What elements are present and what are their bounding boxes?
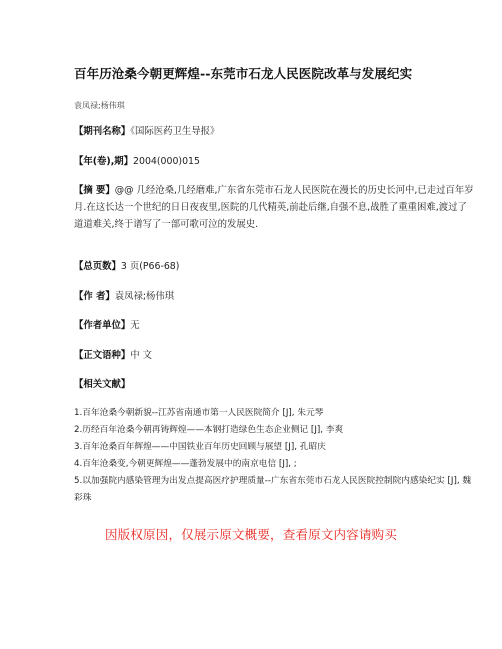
related-item[interactable]: 3.百年沧桑百年辉煌——中国铁业百年历史回顾与展望 [J], 孔昭庆 [74, 442, 326, 452]
abstract-value: @@ 几经沧桑,几经磨难,广东省东莞市石龙人民医院在漫长的历史长河中,已走过百年岁月.在这长达一个世纪的日日夜夜里,医院的几代精英,前赴后继,自强不息,战胜了重重困难,渡过了道道难关,终于谱写了一部可歌可泣的发展史. [74, 185, 474, 230]
author-label: 【作 者】 [74, 291, 115, 302]
year-issue-value: 2004(000)015 [133, 156, 200, 167]
document-authors: 袁凤禄;杨伟琪 [74, 101, 125, 110]
related-list [74, 405, 474, 507]
abstract-label: 【摘 要】 [74, 185, 115, 196]
journal-field [74, 123, 474, 140]
affiliation-label: 【作者单位】 [74, 320, 131, 331]
pages-label: 【总页数】 [74, 261, 121, 272]
pages-field [74, 258, 474, 275]
affiliation-value: 无 [130, 320, 140, 331]
year-issue-label: 【年(卷),期】 [74, 156, 134, 167]
author-value: 袁凤禄;杨伟琪 [114, 291, 175, 302]
journal-label: 【期刊名称】 [74, 126, 131, 137]
related-label: 【相关文献】 [74, 379, 131, 390]
document-title: 百年历沧桑今朝更辉煌--东莞市石龙人民医院改革与发展纪实 [74, 66, 413, 81]
copyright-notice: 因版权原因，仅展示原文概要，查看原文内容请购买 [104, 527, 398, 542]
related-item[interactable]: 5.以加强院内感染管理为出发点提高医疗护理质量--广东省东莞市石龙人民医院控制院内感染纪实 [J], 魏彩珠 [74, 476, 472, 503]
language-value: 中 文 [130, 350, 152, 361]
author-field [74, 288, 474, 305]
related-item[interactable]: 4.百年沧桑变,今朝更辉煌——蓬勃发展中的南京电信 [J], ; [74, 459, 297, 469]
affiliation-field [74, 317, 474, 334]
related-item[interactable]: 1.百年沧桑今朝新貌--江苏省南通市第一人民医院简介 [J], 朱元琴 [74, 408, 324, 418]
related-heading [74, 376, 474, 393]
pages-value: 3 页(P66-68) [120, 261, 180, 272]
journal-value: 《国际医药卫生导报》 [130, 126, 220, 137]
language-field [74, 347, 474, 364]
related-item[interactable]: 2.历经百年沧桑今朝再铸辉煌——本钢打造绿色生态企业侧记 [J], 李爽 [74, 425, 344, 435]
year-issue-field [74, 153, 474, 170]
abstract-field [74, 182, 474, 233]
language-label: 【正文语种】 [74, 350, 131, 361]
